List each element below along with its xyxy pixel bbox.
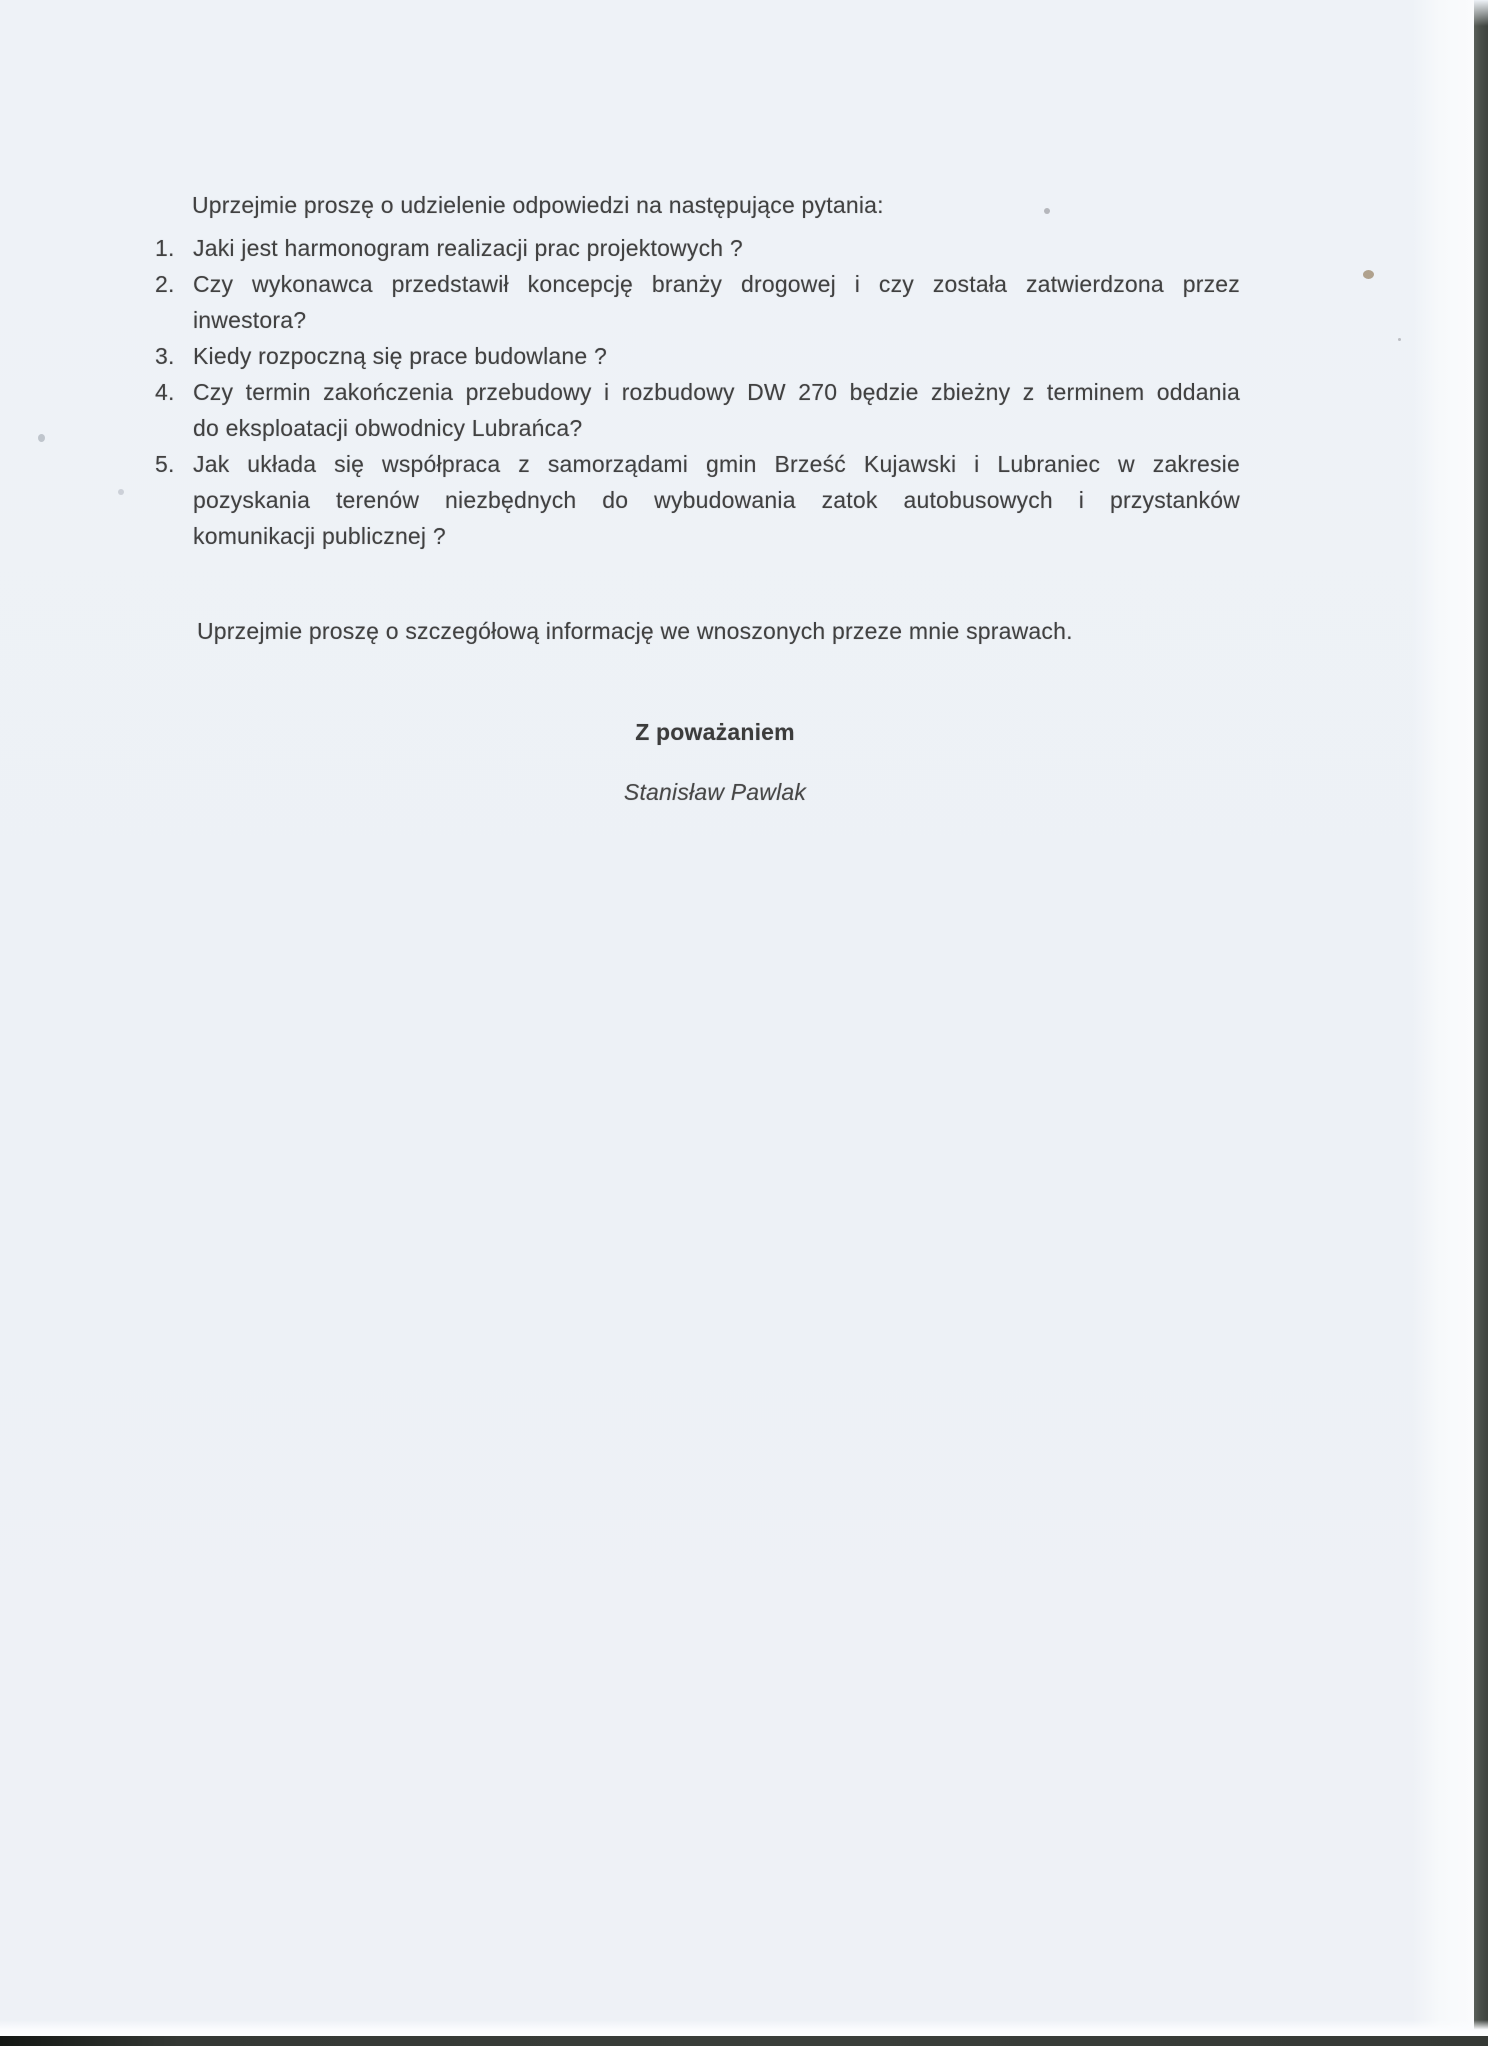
intro-paragraph: Uprzejmie proszę o udzielenie odpowiedzi na następujące pytania: xyxy=(192,192,884,218)
question-number: 1. xyxy=(155,235,175,261)
scan-edge-right-white-band xyxy=(1412,0,1474,2046)
question-line: Czy wykonawca przedstawił koncepcję branży drogowej i czy została zatwierdzona przez xyxy=(193,271,1240,297)
question-text xyxy=(193,338,1240,374)
question-line: Jaki jest harmonogram realizacji prac projektowych ? xyxy=(193,235,743,261)
scan-speck xyxy=(1398,338,1401,341)
question-number: 3. xyxy=(155,343,175,369)
question-text xyxy=(193,230,1240,266)
question-item-1 xyxy=(155,230,1240,266)
question-item-3 xyxy=(155,338,1240,374)
scan-edge-right-top-cap xyxy=(1474,0,1488,26)
question-list xyxy=(155,230,1240,554)
question-line: komunikacji publicznej ? xyxy=(193,523,446,549)
scan-speck xyxy=(118,489,124,495)
scan-speck xyxy=(1363,270,1374,279)
signoff: Z poważaniem xyxy=(635,719,795,745)
scan-speck xyxy=(1044,208,1050,214)
question-number: 4. xyxy=(155,379,175,405)
question-line: Jak układa się współpraca z samorządami gmin Brześć Kujawski i Lubraniec w zakresie xyxy=(193,451,1240,477)
signature-name: Stanisław Pawlak xyxy=(623,779,807,805)
question-number: 5. xyxy=(155,451,175,477)
scan-edge-bottom-white-band xyxy=(0,2020,1488,2036)
question-item-2 xyxy=(155,266,1240,338)
question-line: Kiedy rozpoczną się prace budowlane ? xyxy=(193,343,607,369)
question-item-5 xyxy=(155,446,1240,554)
question-line: inwestora? xyxy=(193,307,307,333)
question-line: pozyskania terenów niezbędnych do wybudowania zatok autobusowych i przystanków xyxy=(193,487,1240,513)
question-line: do eksploatacji obwodnicy Lubrańca? xyxy=(193,415,583,441)
signature-block xyxy=(465,714,965,810)
question-text xyxy=(193,266,1240,338)
question-line: Czy termin zakończenia przebudowy i rozbudowy DW 270 będzie zbieżny z terminem oddania xyxy=(193,379,1240,405)
question-text xyxy=(193,446,1240,554)
scan-edge-right-dark-strip xyxy=(1474,0,1488,2046)
question-text xyxy=(193,374,1240,446)
scan-speck xyxy=(38,434,45,442)
question-number: 2. xyxy=(155,271,175,297)
question-item-4 xyxy=(155,374,1240,446)
scan-edge-bottom-dark-strip xyxy=(0,2036,1488,2046)
closing-paragraph: Uprzejmie proszę o szczegółową informację we wnoszonych przeze mnie sprawach. xyxy=(197,618,1073,644)
